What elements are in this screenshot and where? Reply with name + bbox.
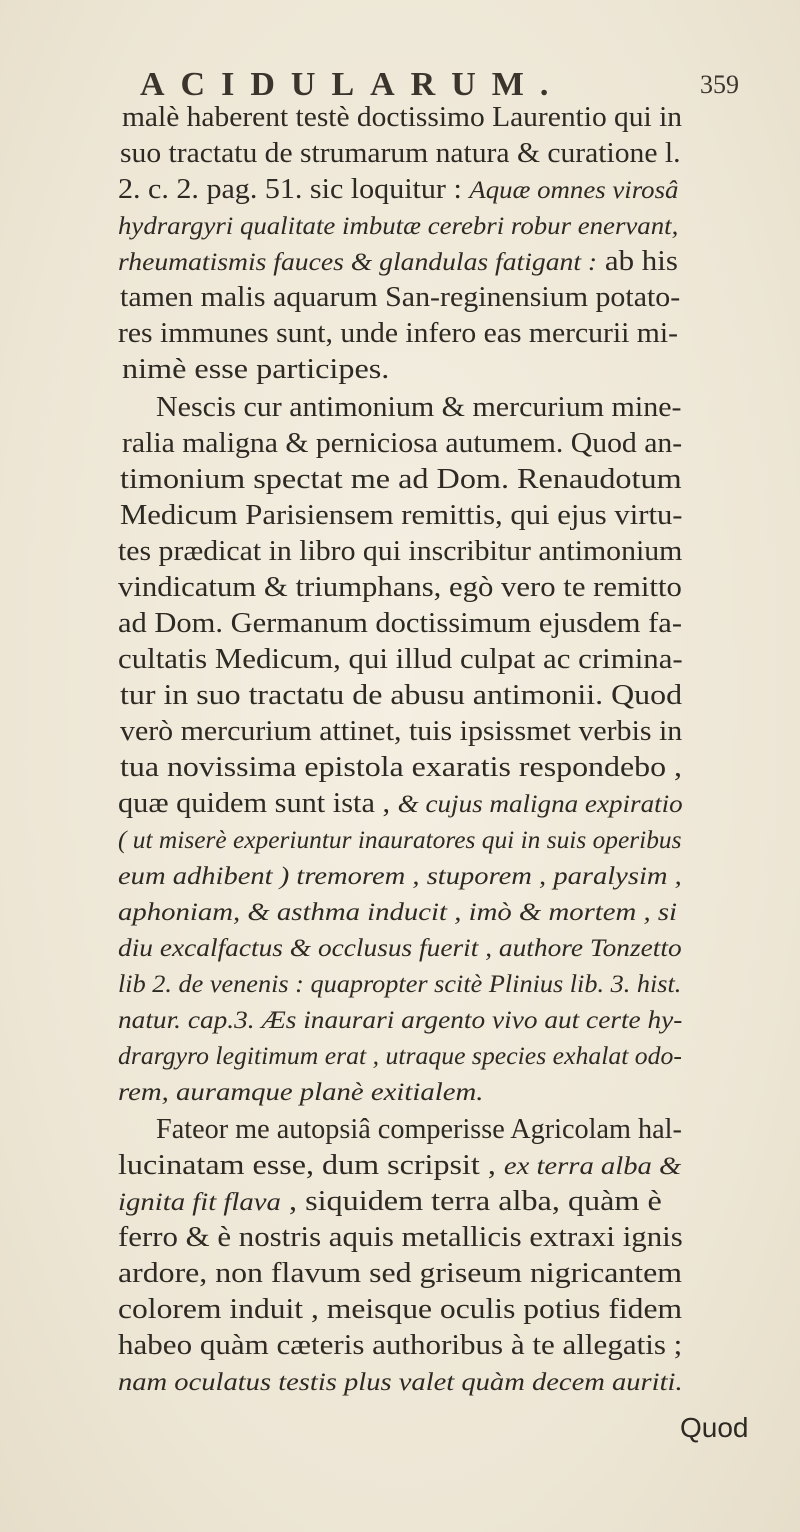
roman-text: quæ quidem sunt ista , — [118, 788, 398, 819]
italic-text: eum adhibent ) tremorem , stuporem , paralysim , — [118, 863, 682, 890]
roman-text: res immunes sunt, unde infero eas mercurii mi- — [118, 318, 678, 349]
roman-text: , siquidem terra alba, quàm è — [280, 1186, 662, 1217]
text-line — [118, 534, 682, 570]
roman-text: timonium spectat me ad Dom. Renaudotum — [120, 464, 682, 495]
text-line — [122, 100, 682, 136]
roman-text: colorem induit , meisque oculis potius fidem — [118, 1294, 683, 1325]
text-line — [118, 1074, 483, 1111]
running-head: ACIDULARUM. — [140, 66, 565, 103]
roman-text: tes prædicat in libro qui inscribitur antimonium — [118, 536, 683, 567]
text-line — [118, 1038, 682, 1075]
text-line — [120, 136, 680, 172]
text-line — [122, 426, 682, 462]
italic-text: ex terra alba & — [503, 1153, 682, 1180]
page-number: 359 — [700, 70, 739, 99]
text-line — [118, 208, 678, 245]
text-line — [118, 1256, 682, 1292]
text-line — [122, 352, 389, 388]
text-line — [118, 786, 683, 823]
text-line — [120, 750, 682, 786]
italic-text: ( ut miserè experiuntur inauratores qui in suis operibus — [118, 827, 682, 854]
roman-text: habeo quàm cæteris authoribus à te allegatis ; — [118, 1330, 683, 1361]
roman-text: nimè esse participes. — [122, 354, 390, 385]
text-line — [118, 1220, 683, 1256]
roman-text: lucinatam esse, dum scripsit , — [118, 1150, 504, 1181]
italic-text: nam oculatus testis plus valet quàm decem auriti. — [118, 1369, 683, 1396]
text-line — [118, 966, 681, 1003]
text-line — [118, 1328, 682, 1364]
text-line — [120, 498, 683, 534]
roman-text: ralia maligna & perniciosa autumem. Quod an- — [122, 428, 683, 459]
roman-text: ab his — [597, 246, 678, 277]
text-line — [120, 462, 682, 498]
text-line — [118, 930, 682, 967]
text-line — [118, 642, 683, 678]
text-line — [118, 316, 678, 352]
text-line — [118, 858, 682, 895]
roman-text: vindicatum & triumphans, egò vero te remitto — [118, 572, 682, 603]
italic-text: rem, auramque planè exitialem. — [118, 1079, 484, 1106]
italic-text: ignita fit flava — [118, 1189, 281, 1216]
catchword: Quod — [680, 1412, 749, 1443]
roman-text: tur in suo tractatu de abusu antimonii. Quod — [120, 680, 683, 711]
roman-text: ferro & è nostris aquis metallicis extraxi ignis — [118, 1222, 683, 1253]
italic-text: natur. cap.3. Æs inaurari argento vivo aut certe hy- — [118, 1007, 683, 1034]
roman-text: malè haberent testè doctissimo Laurentio qui in — [122, 102, 683, 133]
text-line — [118, 570, 682, 606]
text-line — [118, 244, 678, 281]
text-line — [118, 1148, 681, 1185]
italic-text: & cujus maligna expiratio — [397, 791, 683, 818]
text-line — [156, 390, 681, 426]
text-line — [118, 822, 681, 859]
roman-text: ad Dom. Germanum doctissimum ejusdem fa- — [118, 608, 682, 639]
text-line — [118, 894, 677, 931]
italic-text: rheumatismis fauces & glandulas fatigant : — [118, 249, 598, 276]
roman-text: ardore, non flavum sed griseum nigricantem — [118, 1258, 683, 1289]
text-line — [118, 1184, 662, 1221]
italic-text: lib 2. de venenis : quapropter scitè Plinius lib. 3. hist. — [118, 971, 682, 998]
text-line — [118, 1364, 683, 1401]
text-line — [120, 280, 680, 316]
roman-text: suo tractatu de strumarum natura & curatione l. — [120, 138, 681, 169]
text-line — [118, 1292, 682, 1328]
italic-text: drargyro legitimum erat , utraque species exhalat odo- — [118, 1043, 682, 1070]
text-line — [118, 606, 682, 642]
text-line — [120, 714, 682, 750]
roman-text: Fateor me autopsiâ comperisse Agricolam hal- — [156, 1114, 682, 1145]
roman-text: cultatis Medicum, qui illud culpat ac crimina- — [118, 644, 683, 675]
roman-text: verò mercurium attinet, tuis ipsissmet verbis in — [120, 716, 683, 747]
text-line — [156, 1112, 682, 1148]
italic-text: Aquæ omnes virosâ — [469, 177, 679, 204]
italic-text: aphoniam, & asthma inducit , imò & mortem , si — [118, 899, 678, 926]
italic-text: hydrargyri qualitate imbutæ cerebri robur enervant, — [118, 213, 679, 240]
roman-text: tamen malis aquarum San-reginensium potato- — [120, 282, 681, 313]
roman-text: Medicum Parisiensem remittis, qui ejus virtu- — [120, 500, 683, 531]
roman-text: tua novissima epistola exaratis respondebo , — [120, 752, 683, 783]
roman-text: Nescis cur antimonium & mercurium mine- — [156, 392, 682, 423]
roman-text: 2. c. 2. pag. 51. sic loquitur : — [118, 174, 470, 205]
italic-text: diu excalfactus & occlusus fuerit , authore Tonzetto — [118, 935, 682, 962]
text-line — [118, 172, 678, 209]
text-line — [120, 678, 682, 714]
text-line — [118, 1002, 682, 1039]
